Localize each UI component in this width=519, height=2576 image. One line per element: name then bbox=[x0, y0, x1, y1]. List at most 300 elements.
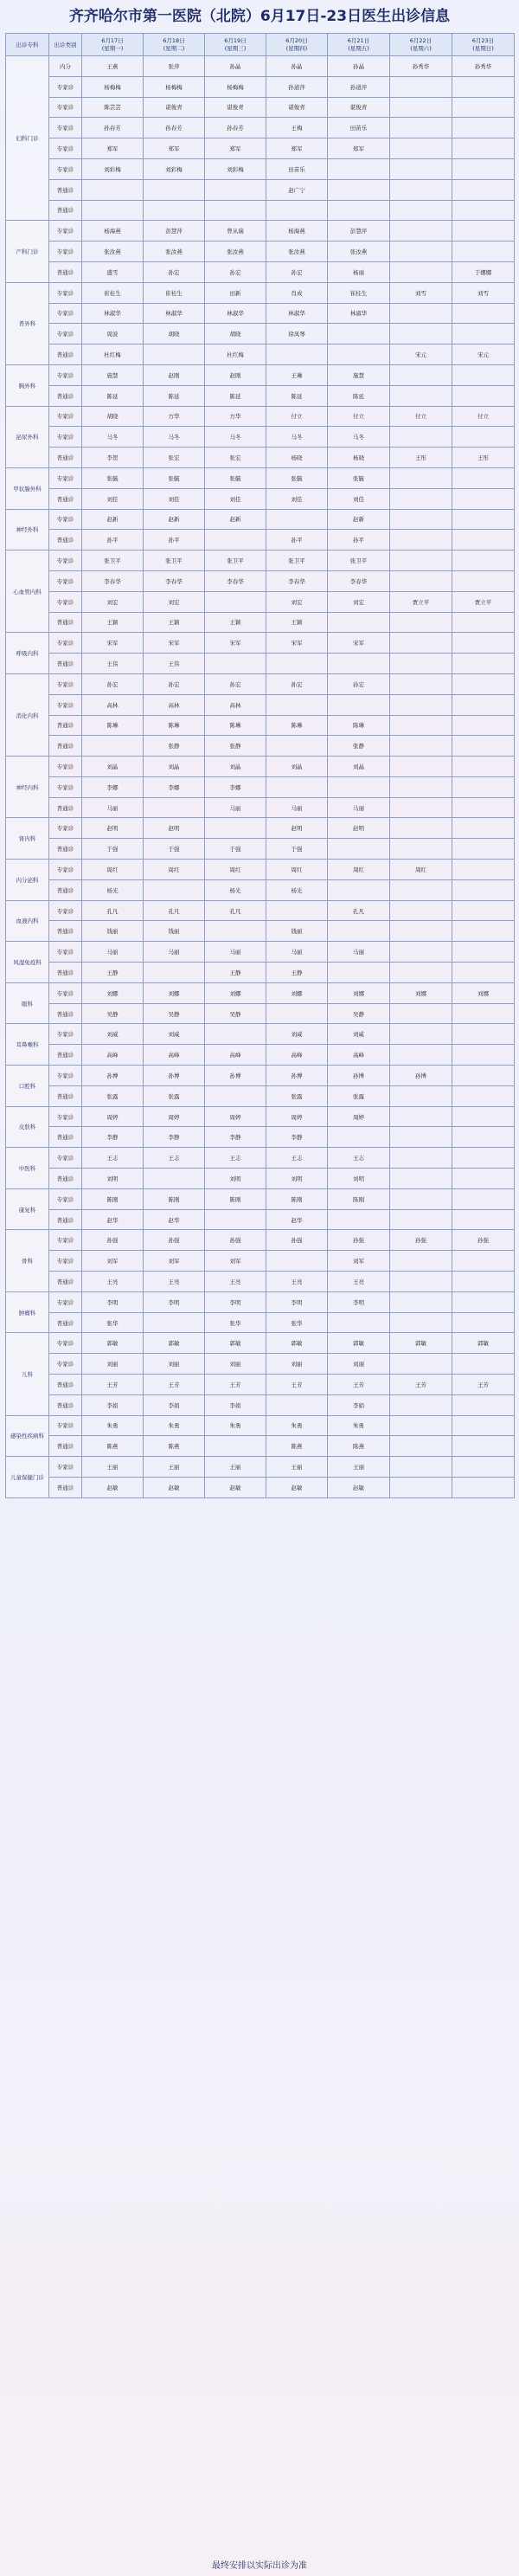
doctor-cell: 张卫平 bbox=[328, 551, 390, 571]
doctor-cell: 杨梅梅 bbox=[82, 76, 144, 97]
doctor-cell bbox=[452, 1169, 515, 1189]
dept-cell: 中医科 bbox=[6, 1148, 49, 1189]
header-day-weekday: (星期六) bbox=[410, 44, 432, 52]
doctor-cell: 周红 bbox=[266, 860, 328, 880]
header-dept: 出诊专科 bbox=[6, 34, 49, 56]
header-type: 出诊类别 bbox=[49, 34, 82, 56]
table-row bbox=[6, 56, 515, 77]
doctor-cell: 谌俊青 bbox=[205, 97, 266, 118]
doctor-cell: 刘丽 bbox=[82, 1354, 144, 1375]
doctor-cell bbox=[390, 1085, 452, 1106]
doctor-cell: 刘晶 bbox=[82, 757, 144, 777]
doctor-cell: 张露 bbox=[328, 1085, 390, 1106]
doctor-cell: 孙强 bbox=[205, 1230, 266, 1251]
doctor-cell bbox=[452, 364, 515, 385]
doctor-cell: 李明 bbox=[82, 1291, 144, 1312]
doctor-cell bbox=[390, 221, 452, 242]
table-row bbox=[6, 1312, 515, 1333]
doctor-cell: 杨梅梅 bbox=[205, 76, 266, 97]
doctor-cell: 胡晓 bbox=[205, 324, 266, 345]
doctor-cell bbox=[328, 963, 390, 983]
type-cell: 普通诊 bbox=[49, 879, 82, 900]
table-row bbox=[6, 776, 515, 797]
doctor-cell: 高峰 bbox=[82, 1045, 144, 1066]
table-row bbox=[6, 1333, 515, 1354]
doctor-cell bbox=[452, 612, 515, 633]
doctor-cell: 林淑华 bbox=[328, 303, 390, 324]
doctor-cell: 王颖 bbox=[205, 612, 266, 633]
header-day-date: 6月19日 bbox=[224, 36, 247, 44]
doctor-cell: 孙宏 bbox=[144, 261, 205, 282]
doctor-cell bbox=[390, 385, 452, 406]
table-row bbox=[6, 530, 515, 551]
type-cell: 专家诊 bbox=[49, 324, 82, 345]
doctor-cell bbox=[390, 1045, 452, 1066]
doctor-cell bbox=[452, 1272, 515, 1292]
doctor-cell: 高峰 bbox=[328, 1045, 390, 1066]
type-cell: 普通诊 bbox=[49, 261, 82, 282]
dept-cell: 皮肤科 bbox=[6, 1106, 49, 1148]
doctor-cell bbox=[452, 942, 515, 963]
doctor-cell: 陈刚 bbox=[266, 1188, 328, 1209]
doctor-cell bbox=[452, 1312, 515, 1333]
doctor-cell: 李春华 bbox=[144, 570, 205, 591]
doctor-cell: 杨梅梅 bbox=[144, 76, 205, 97]
table-row bbox=[6, 982, 515, 1003]
doctor-cell: 王彤 bbox=[390, 448, 452, 468]
type-cell: 普通诊 bbox=[49, 921, 82, 942]
doctor-cell: 李娜 bbox=[205, 776, 266, 797]
doctor-cell: 孙宏 bbox=[82, 673, 144, 694]
doctor-cell: 孙宏 bbox=[144, 673, 205, 694]
doctor-cell bbox=[390, 509, 452, 530]
doctor-cell: 刘佳 bbox=[205, 488, 266, 509]
doctor-cell bbox=[328, 1312, 390, 1333]
doctor-cell bbox=[452, 179, 515, 200]
doctor-cell: 于强 bbox=[82, 839, 144, 860]
type-cell: 专家诊 bbox=[49, 364, 82, 385]
doctor-cell: 陈燕 bbox=[266, 1436, 328, 1457]
doctor-cell: 杨海燕 bbox=[266, 221, 328, 242]
doctor-cell: 赵敏 bbox=[328, 1477, 390, 1497]
doctor-cell: 吴静 bbox=[328, 1003, 390, 1024]
doctor-cell: 李春华 bbox=[266, 570, 328, 591]
doctor-cell bbox=[390, 612, 452, 633]
table-row bbox=[6, 448, 515, 468]
doctor-cell: 陈芸芸 bbox=[82, 97, 144, 118]
type-cell: 专家诊 bbox=[49, 776, 82, 797]
doctor-cell bbox=[390, 570, 452, 591]
doctor-cell: 杨丽 bbox=[328, 261, 390, 282]
type-cell: 专家诊 bbox=[49, 673, 82, 694]
doctor-cell: 赵新 bbox=[328, 509, 390, 530]
doctor-cell: 张露 bbox=[82, 1085, 144, 1106]
dept-cell: 心血管内科 bbox=[6, 551, 49, 633]
doctor-cell bbox=[452, 694, 515, 715]
footer-note: 最终安排以实际出诊为准 bbox=[212, 2561, 307, 2571]
doctor-cell bbox=[390, 364, 452, 385]
doctor-cell: 崔桂生 bbox=[82, 282, 144, 303]
doctor-cell: 吴静 bbox=[144, 1003, 205, 1024]
doctor-cell bbox=[390, 1251, 452, 1272]
doctor-cell: 刘晶 bbox=[328, 757, 390, 777]
doctor-cell: 刘彩梅 bbox=[82, 158, 144, 179]
doctor-cell: 郑军 bbox=[82, 138, 144, 159]
doctor-cell bbox=[452, 509, 515, 530]
doctor-cell bbox=[452, 97, 515, 118]
doctor-cell bbox=[390, 97, 452, 118]
doctor-cell: 王伟 bbox=[144, 654, 205, 674]
doctor-cell: 王芳 bbox=[390, 1375, 452, 1395]
table-row bbox=[6, 1209, 515, 1230]
doctor-cell: 刘娜 bbox=[144, 982, 205, 1003]
doctor-cell: 孙平 bbox=[328, 530, 390, 551]
doctor-cell bbox=[452, 221, 515, 242]
doctor-cell: 王静 bbox=[205, 963, 266, 983]
table-row bbox=[6, 1106, 515, 1127]
type-cell: 专家诊 bbox=[49, 1066, 82, 1086]
doctor-cell: 刘军 bbox=[144, 1251, 205, 1272]
doctor-cell: 赵敏 bbox=[205, 1477, 266, 1497]
table-row bbox=[6, 1188, 515, 1209]
doctor-cell: 杨光 bbox=[266, 879, 328, 900]
table-row bbox=[6, 839, 515, 860]
doctor-cell: 马冬 bbox=[82, 427, 144, 448]
doctor-cell: 刘佳 bbox=[82, 488, 144, 509]
doctor-cell: 刘威 bbox=[328, 1024, 390, 1045]
type-cell: 专家诊 bbox=[49, 1354, 82, 1375]
table-row bbox=[6, 242, 515, 262]
doctor-cell: 张毓 bbox=[205, 467, 266, 488]
type-cell: 专家诊 bbox=[49, 427, 82, 448]
doctor-cell: 王燕 bbox=[82, 56, 144, 77]
header-day bbox=[144, 34, 205, 56]
doctor-cell: 陈刚 bbox=[144, 1188, 205, 1209]
doctor-cell: 孙博 bbox=[328, 1066, 390, 1086]
doctor-cell bbox=[266, 776, 328, 797]
doctor-cell: 赵敏 bbox=[82, 1477, 144, 1497]
doctor-cell bbox=[205, 530, 266, 551]
doctor-cell bbox=[144, 963, 205, 983]
doctor-cell bbox=[390, 427, 452, 448]
table-row bbox=[6, 179, 515, 200]
doctor-cell bbox=[266, 900, 328, 921]
doctor-cell: 李娟 bbox=[82, 1394, 144, 1415]
type-cell: 专家诊 bbox=[49, 467, 82, 488]
doctor-cell: 郭敏 bbox=[266, 1333, 328, 1354]
table-row bbox=[6, 76, 515, 97]
doctor-cell: 张卫平 bbox=[144, 551, 205, 571]
doctor-cell bbox=[390, 633, 452, 654]
table-row bbox=[6, 200, 515, 221]
table-row bbox=[6, 1251, 515, 1272]
doctor-cell bbox=[390, 1106, 452, 1127]
type-cell: 专家诊 bbox=[49, 757, 82, 777]
doctor-cell: 赵刚 bbox=[205, 364, 266, 385]
doctor-cell: 周婷 bbox=[266, 1106, 328, 1127]
table-row bbox=[6, 427, 515, 448]
doctor-cell: 刘丽 bbox=[205, 1354, 266, 1375]
doctor-cell bbox=[390, 921, 452, 942]
doctor-cell bbox=[328, 921, 390, 942]
doctor-cell bbox=[266, 509, 328, 530]
table-row bbox=[6, 221, 515, 242]
doctor-cell bbox=[390, 303, 452, 324]
doctor-cell: 孙宏 bbox=[328, 673, 390, 694]
doctor-cell: 孙强 bbox=[266, 1230, 328, 1251]
doctor-cell bbox=[390, 879, 452, 900]
doctor-cell bbox=[328, 654, 390, 674]
doctor-cell bbox=[452, 1188, 515, 1209]
doctor-cell: 孙博 bbox=[390, 1066, 452, 1086]
header-day-date: 6月17日 bbox=[101, 36, 124, 44]
doctor-cell: 刘雪 bbox=[452, 282, 515, 303]
doctor-cell: 王芳 bbox=[82, 1375, 144, 1395]
doctor-cell: 宋军 bbox=[144, 633, 205, 654]
table-row bbox=[6, 1230, 515, 1251]
table-row bbox=[6, 282, 515, 303]
doctor-cell: 孙春芳 bbox=[82, 118, 144, 138]
doctor-cell: 刘佳 bbox=[328, 488, 390, 509]
doctor-cell: 孔凡 bbox=[205, 900, 266, 921]
doctor-cell: 陈延 bbox=[82, 385, 144, 406]
doctor-cell: 孙春芳 bbox=[144, 118, 205, 138]
header-day bbox=[266, 34, 328, 56]
type-cell: 专家诊 bbox=[49, 303, 82, 324]
doctor-cell bbox=[452, 776, 515, 797]
doctor-cell: 陈刚 bbox=[82, 1188, 144, 1209]
header-day-weekday: (星期三) bbox=[224, 44, 247, 52]
doctor-cell: 高峰 bbox=[205, 1045, 266, 1066]
doctor-cell: 陈刚 bbox=[205, 1188, 266, 1209]
doctor-cell bbox=[390, 1188, 452, 1209]
doctor-cell: 王彤 bbox=[452, 448, 515, 468]
table-row bbox=[6, 1085, 515, 1106]
doctor-cell: 孙强 bbox=[144, 1230, 205, 1251]
doctor-cell: 张毓 bbox=[266, 467, 328, 488]
type-cell: 专家诊 bbox=[49, 900, 82, 921]
doctor-cell bbox=[390, 1477, 452, 1497]
doctor-cell: 张汝燕 bbox=[82, 242, 144, 262]
header-day-date: 6月18日 bbox=[163, 36, 185, 44]
doctor-cell: 王志 bbox=[205, 1148, 266, 1169]
doctor-cell: 王志 bbox=[82, 1148, 144, 1169]
table-row bbox=[6, 694, 515, 715]
doctor-cell: 宋军 bbox=[82, 633, 144, 654]
doctor-cell: 刘宏 bbox=[328, 591, 390, 612]
doctor-cell: 马丽 bbox=[328, 942, 390, 963]
doctor-cell: 宋军 bbox=[328, 633, 390, 654]
type-cell: 普通诊 bbox=[49, 1127, 82, 1148]
doctor-cell: 孙道萍 bbox=[328, 76, 390, 97]
type-cell: 专家诊 bbox=[49, 1457, 82, 1478]
doctor-cell bbox=[328, 324, 390, 345]
doctor-cell: 赵新 bbox=[144, 509, 205, 530]
header-day bbox=[390, 34, 452, 56]
type-cell: 普通诊 bbox=[49, 200, 82, 221]
doctor-cell: 孙晶 bbox=[205, 56, 266, 77]
doctor-cell: 张汝燕 bbox=[266, 242, 328, 262]
doctor-cell bbox=[390, 118, 452, 138]
doctor-cell: 杜红梅 bbox=[82, 345, 144, 365]
doctor-cell: 郭敏 bbox=[205, 1333, 266, 1354]
header-day-date: 6月23日 bbox=[471, 36, 495, 44]
dept-cell: 产科门诊 bbox=[6, 221, 49, 282]
doctor-cell: 马丽 bbox=[144, 942, 205, 963]
doctor-cell: 赵新 bbox=[82, 509, 144, 530]
doctor-cell: 李娜 bbox=[144, 776, 205, 797]
doctor-cell bbox=[144, 179, 205, 200]
doctor-cell: 李明 bbox=[328, 1291, 390, 1312]
type-cell: 普通诊 bbox=[49, 530, 82, 551]
doctor-cell: 张萍 bbox=[144, 56, 205, 77]
table-row bbox=[6, 715, 515, 736]
type-cell: 专家诊 bbox=[49, 570, 82, 591]
doctor-cell: 林淑华 bbox=[205, 303, 266, 324]
doctor-cell: 刘娜 bbox=[205, 982, 266, 1003]
table-row bbox=[6, 1477, 515, 1497]
doctor-cell bbox=[144, 200, 205, 221]
doctor-cell bbox=[205, 179, 266, 200]
doctor-cell bbox=[452, 963, 515, 983]
doctor-cell: 马丽 bbox=[82, 942, 144, 963]
doctor-cell bbox=[452, 324, 515, 345]
doctor-cell bbox=[452, 138, 515, 159]
doctor-cell bbox=[452, 158, 515, 179]
doctor-cell: 张卫平 bbox=[266, 551, 328, 571]
doctor-cell bbox=[452, 1415, 515, 1436]
doctor-cell bbox=[452, 385, 515, 406]
doctor-cell bbox=[144, 1169, 205, 1189]
doctor-cell: 李春华 bbox=[82, 570, 144, 591]
doctor-cell bbox=[452, 1148, 515, 1169]
doctor-cell: 刘明 bbox=[205, 1169, 266, 1189]
doctor-cell bbox=[452, 570, 515, 591]
doctor-cell bbox=[205, 1024, 266, 1045]
doctor-cell bbox=[205, 1209, 266, 1230]
doctor-cell: 钱丽 bbox=[266, 921, 328, 942]
doctor-cell bbox=[452, 797, 515, 818]
doctor-cell bbox=[144, 879, 205, 900]
doctor-cell: 陈燕 bbox=[82, 1436, 144, 1457]
table-row bbox=[6, 591, 515, 612]
doctor-cell: 李娜 bbox=[82, 776, 144, 797]
table-row bbox=[6, 963, 515, 983]
doctor-cell: 张宏 bbox=[144, 448, 205, 468]
doctor-cell bbox=[266, 736, 328, 757]
type-cell: 专家诊 bbox=[49, 1251, 82, 1272]
doctor-cell bbox=[452, 551, 515, 571]
doctor-cell bbox=[390, 1148, 452, 1169]
type-cell: 普通诊 bbox=[49, 179, 82, 200]
doctor-cell bbox=[328, 1209, 390, 1230]
doctor-cell: 马冬 bbox=[266, 427, 328, 448]
doctor-cell bbox=[452, 715, 515, 736]
doctor-cell: 陈燕 bbox=[328, 1436, 390, 1457]
doctor-cell bbox=[328, 776, 390, 797]
doctor-cell bbox=[452, 673, 515, 694]
doctor-cell bbox=[205, 200, 266, 221]
doctor-cell: 刘明 bbox=[266, 1169, 328, 1189]
doctor-cell: 徐凤琴 bbox=[266, 324, 328, 345]
table-row bbox=[6, 633, 515, 654]
header-day bbox=[452, 34, 515, 56]
doctor-cell: 孙强 bbox=[390, 1230, 452, 1251]
doctor-cell: 吴静 bbox=[205, 1003, 266, 1024]
table-row bbox=[6, 1169, 515, 1189]
dept-cell: 血液内科 bbox=[6, 900, 49, 942]
doctor-cell: 马丽 bbox=[205, 942, 266, 963]
doctor-cell: 李静 bbox=[266, 1127, 328, 1148]
type-cell: 专家诊 bbox=[49, 694, 82, 715]
doctor-cell: 谌俊青 bbox=[328, 97, 390, 118]
doctor-cell bbox=[390, 261, 452, 282]
doctor-cell bbox=[205, 921, 266, 942]
doctor-cell: 赵明 bbox=[328, 818, 390, 839]
doctor-cell bbox=[390, 1457, 452, 1478]
doctor-cell bbox=[390, 158, 452, 179]
header-day bbox=[328, 34, 390, 56]
doctor-cell bbox=[328, 345, 390, 365]
dept-cell: 康复科 bbox=[6, 1188, 49, 1230]
doctor-cell bbox=[452, 1354, 515, 1375]
doctor-cell: 刘娜 bbox=[328, 982, 390, 1003]
table-row bbox=[6, 1436, 515, 1457]
doctor-cell: 吴静 bbox=[82, 1003, 144, 1024]
doctor-cell: 刘娜 bbox=[452, 982, 515, 1003]
dept-cell: 风湿免疫科 bbox=[6, 942, 49, 983]
schedule-table bbox=[5, 33, 515, 1498]
doctor-cell: 贾立平 bbox=[390, 591, 452, 612]
doctor-cell: 杜红梅 bbox=[205, 345, 266, 365]
type-cell: 专家诊 bbox=[49, 509, 82, 530]
doctor-cell bbox=[390, 654, 452, 674]
doctor-cell: 郑军 bbox=[205, 138, 266, 159]
doctor-cell: 肖成 bbox=[266, 282, 328, 303]
doctor-cell bbox=[452, 839, 515, 860]
doctor-cell bbox=[390, 818, 452, 839]
table-row bbox=[6, 1354, 515, 1375]
doctor-cell: 孙博 bbox=[205, 1066, 266, 1086]
doctor-cell: 王芳 bbox=[144, 1375, 205, 1395]
doctor-cell bbox=[328, 1127, 390, 1148]
doctor-cell: 林淑华 bbox=[266, 303, 328, 324]
doctor-cell: 赵华 bbox=[82, 1209, 144, 1230]
doctor-cell bbox=[328, 158, 390, 179]
doctor-cell: 刘娜 bbox=[266, 982, 328, 1003]
doctor-cell bbox=[390, 715, 452, 736]
table-row bbox=[6, 138, 515, 159]
doctor-cell bbox=[390, 1209, 452, 1230]
doctor-cell: 张华 bbox=[205, 1312, 266, 1333]
table-row bbox=[6, 467, 515, 488]
table-row bbox=[6, 942, 515, 963]
doctor-cell: 王亮 bbox=[82, 1272, 144, 1292]
doctor-cell: 王静 bbox=[266, 963, 328, 983]
doctor-cell bbox=[452, 1477, 515, 1497]
doctor-cell: 刘丽 bbox=[144, 1354, 205, 1375]
doctor-cell bbox=[390, 736, 452, 757]
type-cell: 普通诊 bbox=[49, 797, 82, 818]
type-cell: 专家诊 bbox=[49, 551, 82, 571]
doctor-cell: 付立 bbox=[328, 406, 390, 427]
doctor-cell bbox=[390, 1312, 452, 1333]
doctor-cell: 孙秀华 bbox=[390, 56, 452, 77]
type-cell: 专家诊 bbox=[49, 1106, 82, 1127]
dept-cell: 神经内科 bbox=[6, 757, 49, 818]
type-cell: 普通诊 bbox=[49, 1085, 82, 1106]
doctor-cell: 马丽 bbox=[82, 797, 144, 818]
